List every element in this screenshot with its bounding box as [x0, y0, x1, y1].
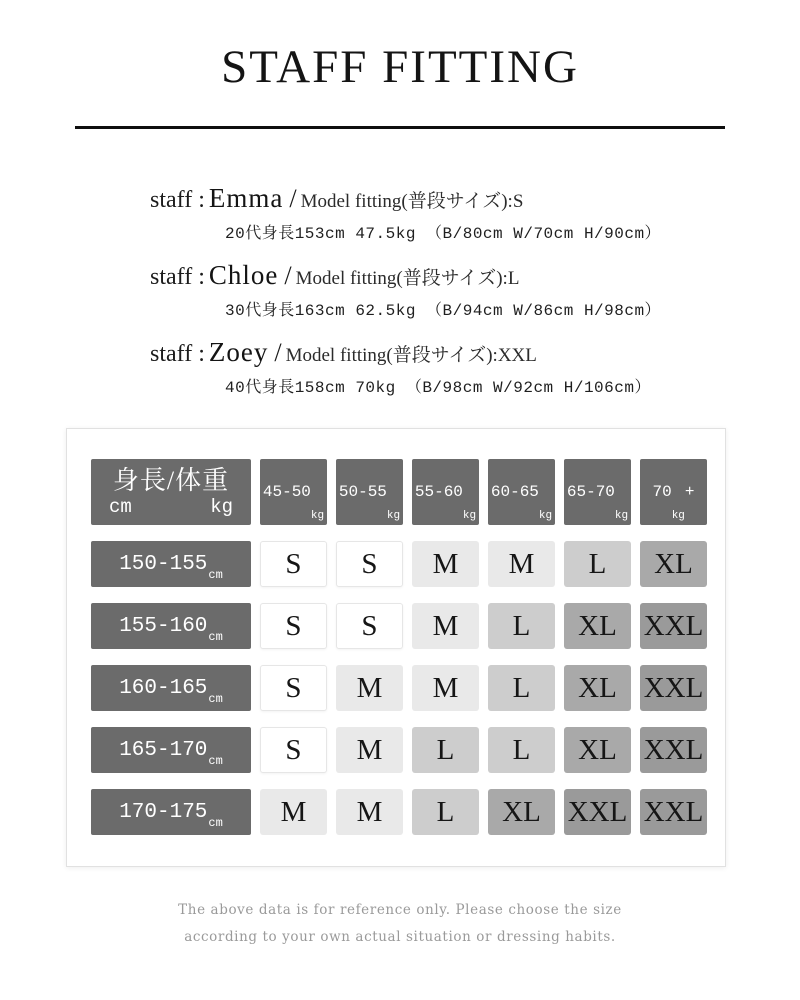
size-cell: XXL	[640, 603, 707, 649]
weight-range: 55-60	[414, 483, 463, 501]
size-cell: M	[336, 727, 403, 773]
page-title: STAFF FITTING	[221, 41, 579, 93]
corner-units	[91, 496, 251, 518]
size-cell: L	[488, 603, 555, 649]
weight-unit: kg	[462, 510, 477, 522]
staff-measurements: 40代身長158cm 70kg （B/98cm W/92cm H/106cm）	[225, 379, 651, 397]
height-row-header	[91, 789, 251, 835]
weight-unit: kg	[310, 510, 325, 522]
size-cell: M	[336, 665, 403, 711]
size-cell: XXL	[640, 665, 707, 711]
staff-separator: /	[284, 261, 292, 290]
size-cell: S	[260, 541, 327, 587]
size-cell: XL	[640, 541, 707, 587]
height-range: 155-160	[119, 614, 208, 638]
size-cell: M	[488, 541, 555, 587]
size-cell: S	[260, 665, 327, 711]
staff-separator: /	[289, 184, 297, 213]
size-cell: L	[412, 789, 479, 835]
weight-range: 45-50	[262, 483, 311, 501]
title-divider	[75, 126, 725, 129]
staff-line	[150, 259, 690, 296]
size-cell: M	[260, 789, 327, 835]
size-cell: S	[260, 603, 327, 649]
weight-unit: kg	[386, 510, 401, 522]
staff-name: Chloe	[208, 260, 279, 290]
staff-measurements: 30代身長163cm 62.5kg （B/94cm W/86cm H/98cm）	[225, 302, 662, 320]
height-range: 150-155	[119, 552, 208, 576]
size-cell: XL	[564, 603, 631, 649]
weight-unit: kg	[671, 510, 685, 522]
height-row-header	[91, 603, 251, 649]
staff-separator: /	[274, 338, 282, 367]
height-row-header	[91, 727, 251, 773]
footer-line-1: The above data is for reference only. Please choose the size	[178, 902, 622, 918]
staff-measurements: 20代身長153cm 47.5kg （B/80cm W/70cm H/90cm）	[225, 225, 662, 243]
size-cell: M	[412, 541, 479, 587]
corner-unit-cm: cm	[109, 496, 132, 518]
size-chart-card	[66, 428, 726, 867]
staff-name: Zoey	[208, 337, 269, 367]
height-unit: cm	[208, 754, 223, 768]
weight-unit: kg	[614, 510, 629, 522]
height-range: 170-175	[119, 800, 208, 824]
height-range: 165-170	[119, 738, 208, 762]
height-unit: cm	[208, 568, 223, 582]
weight-column-header	[336, 459, 403, 525]
chart-corner-cell	[91, 459, 251, 525]
height-unit: cm	[208, 692, 223, 706]
size-chart-table	[67, 429, 725, 835]
height-row-header	[91, 541, 251, 587]
staff-prefix-label: staff :	[150, 187, 205, 213]
size-cell: S	[260, 727, 327, 773]
weight-range: 50-55	[338, 483, 387, 501]
weight-unit: kg	[538, 510, 553, 522]
height-unit: cm	[208, 816, 223, 830]
weight-column-header	[564, 459, 631, 525]
size-cell: L	[488, 727, 555, 773]
staff-entry	[150, 182, 690, 246]
size-cell: XL	[488, 789, 555, 835]
corner-unit-kg: kg	[210, 496, 233, 518]
height-range: 160-165	[119, 676, 208, 700]
size-cell: S	[336, 603, 403, 649]
weight-column-header	[412, 459, 479, 525]
size-cell: L	[564, 541, 631, 587]
height-row-header	[91, 665, 251, 711]
size-cell: XL	[564, 727, 631, 773]
size-cell: XXL	[640, 727, 707, 773]
weight-range: 70	[652, 483, 672, 501]
size-cell: XXL	[564, 789, 631, 835]
staff-line	[150, 182, 690, 219]
staff-name: Emma	[208, 183, 284, 213]
staff-list	[150, 182, 690, 413]
staff-entry	[150, 259, 690, 323]
weight-range: 65-70	[566, 483, 615, 501]
size-cell: L	[412, 727, 479, 773]
size-cell: XL	[564, 665, 631, 711]
size-cell: M	[412, 665, 479, 711]
size-cell: XXL	[640, 789, 707, 835]
staff-prefix-label: staff :	[150, 264, 205, 290]
size-cell: M	[336, 789, 403, 835]
staff-fitting-size: Model fitting(普段サイズ):S	[300, 191, 524, 212]
staff-entry	[150, 336, 690, 400]
staff-fitting-size: Model fitting(普段サイズ):L	[295, 268, 520, 289]
staff-line	[150, 336, 690, 373]
weight-suffix: +	[684, 483, 695, 501]
footer-note	[0, 897, 800, 951]
staff-prefix-label: staff :	[150, 341, 205, 367]
size-cell: S	[336, 541, 403, 587]
weight-column-header	[640, 459, 707, 525]
footer-line-2: according to your own actual situation or dressing habits.	[184, 929, 616, 945]
staff-fitting-size: Model fitting(普段サイズ):XXL	[285, 345, 537, 366]
weight-range: 60-65	[490, 483, 539, 501]
height-unit: cm	[208, 630, 223, 644]
corner-title: 身長/体重	[112, 466, 230, 495]
weight-column-header	[488, 459, 555, 525]
size-cell: M	[412, 603, 479, 649]
size-cell: L	[488, 665, 555, 711]
weight-column-header	[260, 459, 327, 525]
